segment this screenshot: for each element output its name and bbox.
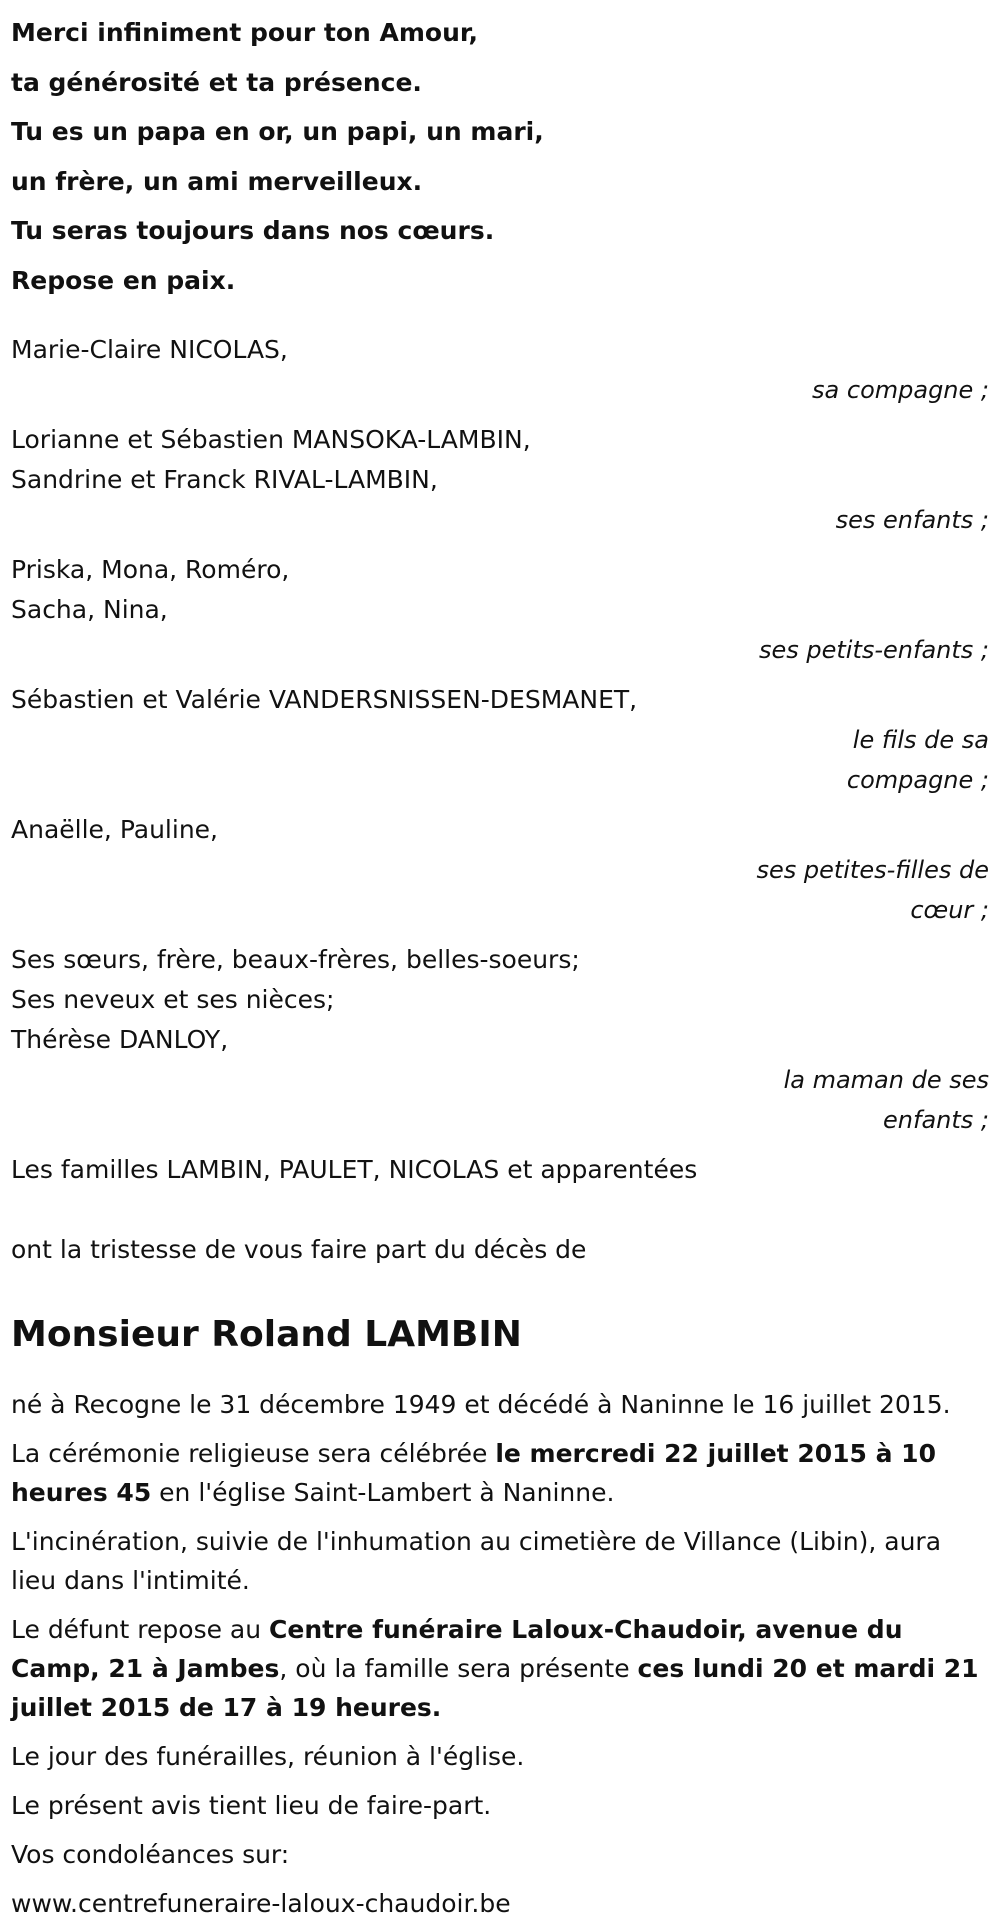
announcement: ont la tristesse de vous faire part du décès de [11,1235,587,1264]
mourner-group-grandchildren [11,550,989,670]
poem-line: Tu seras toujours dans nos cœurs. [11,216,495,245]
funeral-day-paragraph: Le jour des funérailles, réunion à l'église. [11,1742,525,1771]
relation-label-line: cœur ; [910,896,989,924]
cremation-paragraph: L'incinération, suivie de l'inhumation au cimetière de Villance (Libin), aura lieu dans l'intimité. [11,1527,942,1595]
website-link[interactable]: www.centrefuneraire-laloux-chaudoir.be [11,1889,511,1918]
mourner-group-companion [11,330,989,410]
families-line: Les familles LAMBIN, PAULET, NICOLAS et apparentées [11,1155,698,1184]
poem-line: ta générosité et ta présence. [11,67,422,97]
poem-line: Repose en paix. [11,265,236,295]
poem [11,0,989,305]
relation-label [719,720,989,800]
condolences-label: Vos condoléances sur: [11,1840,290,1869]
mourner-name: Sandrine et Franck RIVAL-LAMBIN, [11,465,438,494]
relation-label-line: enfants ; [883,1106,989,1134]
mourner-group-step-granddaughters [11,810,989,930]
birth-death-paragraph: né à Recogne le 31 décembre 1949 et décédé à Naninne le 16 juillet 2015. [11,1390,951,1419]
relation-label-line: la maman de ses [783,1066,989,1094]
rests-paragraph [11,1610,989,1727]
poem-line: Merci infiniment pour ton Amour, [11,18,479,47]
ceremony-suffix: en l'église Saint-Lambert à Naninne. [151,1478,615,1507]
ceremony-date: le mercredi 22 juillet 2015 à 10 heures 45 [11,1439,936,1507]
poem-line: Tu es un papa en or, un papi, un mari, [11,117,544,146]
poem-line: un frère, un ami merveilleux. [11,166,423,196]
mourner-name: Marie-Claire NICOLAS, [11,335,288,364]
mourner-name: Ses sœurs, frère, beaux-frères, belles-soeurs; [11,945,580,974]
relation-label: sa compagne ; [812,376,989,404]
mourner-name: Sébastien et Valérie VANDERSNISSEN-DESMANET, [11,685,638,714]
rests-prefix: Le défunt repose au [11,1615,270,1644]
relation-label: ses petits-enfants ; [758,636,989,664]
rests-place: Centre funéraire Laloux-Chaudoir, avenue du Camp, 21 à Jambes [11,1615,903,1683]
mourner-name: Lorianne et Sébastien MANSOKA-LAMBIN, [11,425,531,454]
mourner-name: Sacha, Nina, [11,595,168,624]
relation-label-line: le fils de sa [852,726,989,754]
ceremony-prefix: La cérémonie religieuse sera célébrée [11,1439,496,1468]
mourner-name: Ses neveux et ses nièces; [11,985,335,1014]
obituary-notice [11,0,989,1923]
relation-label [719,1060,989,1140]
relation-label [719,850,989,930]
mourner-name: Anaëlle, Pauline, [11,815,218,844]
relation-label-line: compagne ; [846,766,989,794]
mourners-list [11,330,989,1190]
relation-label-line: ses petites-filles de [756,856,989,884]
rests-times: ces lundi 20 et mardi 21 juillet 2015 de 17 à 19 heures. [11,1654,979,1722]
notice-paragraph: Le présent avis tient lieu de faire-part. [11,1791,492,1820]
rests-middle: , où la famille sera présente [279,1654,638,1683]
relation-label: ses enfants ; [835,506,989,534]
mourner-group-companion-son [11,680,989,800]
mourner-name: Thérèse DANLOY, [11,1025,229,1054]
mourner-name: Priska, Mona, Roméro, [11,555,290,584]
mourner-group-extended [11,940,989,1140]
deceased-name: Monsieur Roland LAMBIN [11,1314,522,1355]
ceremony-paragraph [11,1434,989,1512]
mourner-group-children [11,420,989,540]
